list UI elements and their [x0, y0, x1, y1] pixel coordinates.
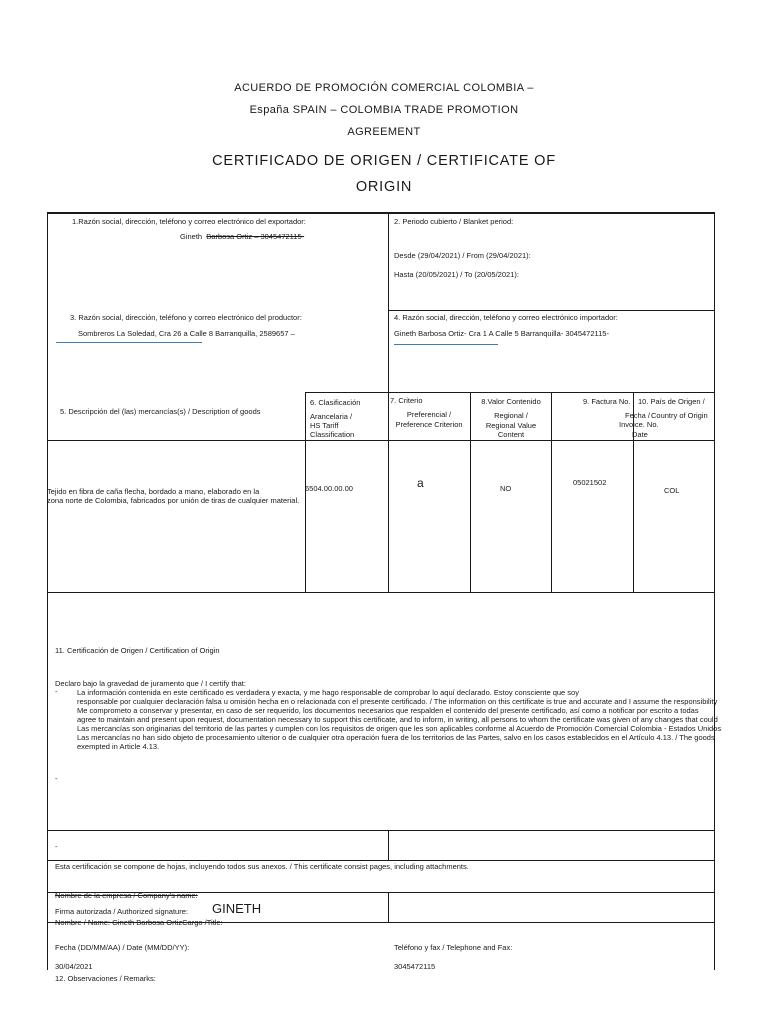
- date-label: Fecha (DD/MM/AA) / Date (MM/DD/YY):: [55, 943, 190, 952]
- period-label: 2. Periodo cubierto / Blanket period:: [394, 217, 514, 226]
- importer-value: Gineth Barbosa Ortiz- Cra 1 A Calle 5 Barranquilla- 3045472115-: [394, 329, 609, 338]
- col-rvc-header-1: 8.Valor Contenido: [481, 397, 541, 406]
- certification-line: exempted in Article 4.13.: [77, 742, 160, 751]
- col-rvc-header-4: Content: [497, 430, 525, 439]
- col-hs-header-3: HS Tariff: [310, 421, 339, 430]
- phone-label: Teléfono y fax / Telephone and Fax:: [394, 943, 513, 952]
- exporter-label: 1.Razón social, dirección, teléfono y correo electrónico del exportador:: [72, 217, 306, 226]
- company-name-label: Nombre de la empresa / Company's name:: [55, 891, 198, 900]
- producer-underline: [56, 342, 202, 343]
- certification-bullet: -: [55, 687, 58, 696]
- certification-dash-1: -: [55, 774, 58, 783]
- remarks-label: 12. Observaciones / Remarks:: [55, 974, 156, 983]
- col-country-header-1: 10. País de Origen /: [638, 397, 705, 406]
- goods-rvc: NO: [500, 484, 512, 493]
- producer-value: Sombreros La Soledad, Cra 26 a Calle 8 Barranquilla, 2589657 –: [78, 329, 295, 338]
- exporter-value: [180, 232, 304, 241]
- certification-statements: [77, 688, 768, 751]
- signature-label: Firma autorizada / Authorized signature:: [55, 907, 188, 916]
- col-criterion-header-2: Preferencial /: [406, 410, 452, 419]
- signature-value: GINETH: [212, 901, 262, 916]
- certification-dash-2: -: [55, 842, 58, 851]
- col-description-header: 5. Descripción del (las) mercancías(s) / Description of goods: [60, 407, 261, 416]
- col-hs-header-2: Arancelaria /: [310, 412, 353, 421]
- certification-heading: 11. Certificación de Origen / Certification of Origin: [55, 646, 220, 655]
- certification-line: responsable por cualquier declaración falsa u omisión hecha en o relacionada con el presente certificado. / The information on this certificate is true and accurate and I assume the responsibility: [77, 697, 718, 706]
- phone-value: 3045472115: [394, 962, 436, 971]
- goods-criterion: a: [417, 476, 424, 490]
- certification-pages-note: Esta certificación se compone de hojas, incluyendo todos sus anexos. / This certificate consist pages, including attachments.: [55, 862, 469, 871]
- col-invoice-header-3: Invoice. No.: [619, 420, 659, 429]
- goods-description-line-2: zona norte de Colombia, fabricados por unión de tiras de cualquier material.: [47, 496, 300, 505]
- importer-underline: [394, 344, 498, 345]
- agreement-title-line-2: España SPAIN – COLOMBIA TRADE PROMOTION: [249, 104, 519, 116]
- col-invoice-header-1: 9. Factura No.: [583, 397, 631, 406]
- goods-invoice: 05021502: [573, 478, 607, 487]
- date-value: 30/04/2021: [55, 962, 93, 971]
- col-rvc-header-3: Regional Value: [485, 421, 537, 430]
- period-from: Desde (29/04/2021) / From (29/04/2021):: [394, 251, 531, 260]
- certification-line: La información contenida en este certificado es verdadera y exacta, y me hago responsable de comprobar lo aquí declarado. Estoy consciente que soy: [77, 688, 579, 697]
- importer-label: 4. Razón social, dirección, teléfono y correo electrónico importador:: [394, 313, 618, 322]
- certification-line: Las mercancías no han sido objeto de procesamiento ulterior o de cualquier otra operación fuera de los territorios de las Partes, salvo en los casos establecidos en el Artículo 4.13. / The goods: [77, 733, 715, 742]
- goods-country: COL: [664, 486, 680, 495]
- col-country-header-2: Country of Origin: [651, 411, 708, 420]
- period-to: Hasta (20/05/2021) / To (20/05/2021):: [394, 270, 519, 279]
- col-hs-header-1: 6. Clasificación: [310, 398, 361, 407]
- col-criterion-header-3: Preference Criterion: [395, 420, 463, 429]
- agreement-title-line-3: AGREEMENT: [347, 126, 421, 138]
- certification-line: Las mercancías son originarias del territorio de las partes y cumplen con los requisitos de origen que les son aplicables conforme al Acuerdo de Promoción Comercial Colombia - Estados Unidos: [77, 724, 722, 733]
- col-criterion-header-1: 7. Criterio: [390, 396, 423, 405]
- goods-hs-code: 6504.00.00.00: [305, 484, 353, 493]
- col-invoice-header-4: Date: [632, 430, 648, 439]
- col-invoice-header-2: Fecha /: [625, 411, 651, 420]
- certification-line: agree to maintain and present upon request, documentation necessary to support this certificate, and to inform, in writing, all persons to whom the certificate was given of any changes that could: [77, 715, 718, 724]
- certificate-title-line-2: ORIGIN: [355, 179, 413, 195]
- col-hs-header-4: Classification: [310, 430, 355, 439]
- exporter-name: Gineth: [180, 232, 203, 241]
- exporter-struck-text: Barbosa Ortiz – 3045472115-: [206, 232, 305, 241]
- certification-line: Me comprometo a conservar y presentar, en caso de ser requerido, los documentos necesarios que respalden el contenido del presente certificado, así como a notificar por escrito a todas: [77, 706, 699, 715]
- signatory-name-line: Nombre / Name: Gineth Barbosa OrtizCargo /Title:: [55, 918, 223, 927]
- agreement-title-line-1: ACUERDO DE PROMOCIÓN COMERCIAL COLOMBIA –: [234, 82, 534, 94]
- certificate-title-line-1: CERTIFICADO DE ORIGEN / CERTIFICATE OF: [212, 153, 556, 169]
- col-rvc-header-2: Regional /: [494, 411, 528, 420]
- certification-intro: Declaro bajo la gravedad de juramento que / I certify that:: [55, 679, 246, 688]
- goods-description-line-1: Tejido en fibra de caña flecha, bordado a mano, elaborado en la: [47, 487, 260, 496]
- producer-label: 3. Razón social, dirección, teléfono y correo electrónico del productor:: [70, 313, 302, 322]
